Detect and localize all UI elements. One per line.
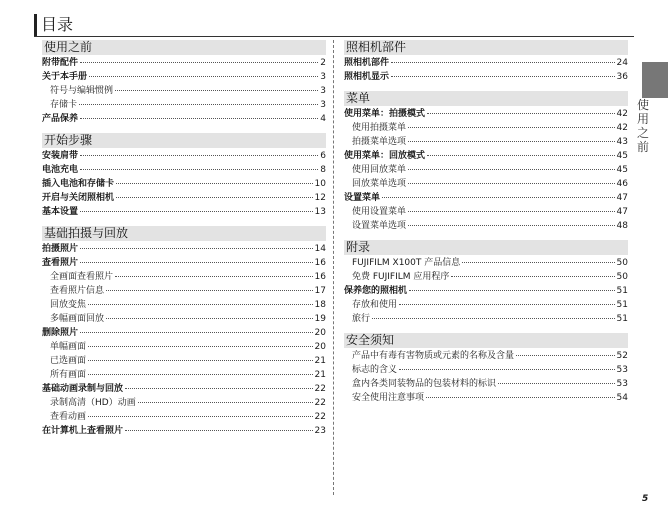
page-number: 5 — [642, 494, 649, 504]
dot-leader — [408, 225, 615, 226]
toc-entry-page: 23 — [314, 426, 326, 436]
toc-entry[interactable] — [42, 149, 326, 163]
dot-leader — [409, 290, 615, 291]
toc-entry-label: 存放和使用 — [352, 300, 398, 310]
toc-entry[interactable] — [344, 191, 628, 205]
toc-entry-page: 42 — [616, 109, 628, 119]
toc-entry-label: 所有画面 — [50, 370, 87, 380]
toc-entry[interactable] — [344, 135, 628, 149]
dot-leader — [138, 402, 313, 403]
dot-leader — [80, 169, 318, 170]
dot-leader — [115, 276, 313, 277]
chapter-tab-char: 用 — [636, 112, 649, 126]
toc-entry[interactable] — [344, 219, 628, 233]
dot-leader — [88, 346, 313, 347]
toc-entry[interactable] — [344, 298, 628, 312]
toc-entry[interactable] — [42, 112, 326, 126]
dot-leader — [115, 90, 318, 91]
toc-entry-page: 53 — [616, 379, 628, 389]
section-heading: 基础拍摄与回放 — [42, 226, 326, 241]
toc-entry[interactable] — [42, 326, 326, 340]
toc-entry-page: 43 — [616, 137, 628, 147]
toc-section — [344, 40, 628, 84]
toc-entry[interactable] — [344, 107, 628, 121]
chapter-tab-char: 使 — [636, 98, 649, 112]
toc-entry-page: 48 — [616, 221, 628, 231]
toc-entry-page: 16 — [314, 272, 326, 282]
toc-section — [344, 240, 628, 326]
dot-leader — [125, 430, 313, 431]
toc-entry-label: 免费 FUJIFILM 应用程序 — [352, 272, 450, 282]
dot-leader — [399, 304, 615, 305]
toc-entry-label: 使用菜单：拍摄模式 — [344, 109, 426, 119]
chapter-tab — [642, 62, 668, 98]
toc-entry-label: 盒内各类同装物品的包装材料的标识 — [352, 379, 497, 389]
toc-entry-page: 10 — [314, 179, 326, 189]
dot-leader — [516, 355, 615, 356]
toc-entry-label: 使用菜单：回放模式 — [344, 151, 426, 161]
toc-entry-label: 旅行 — [352, 314, 371, 324]
toc-entry[interactable] — [42, 270, 326, 284]
toc-entry-label: 基本设置 — [42, 207, 79, 217]
dot-leader — [80, 332, 313, 333]
toc-entry-label: 查看动画 — [50, 412, 87, 422]
dot-leader — [498, 383, 615, 384]
toc-entry[interactable] — [42, 382, 326, 396]
toc-entry[interactable] — [344, 284, 628, 298]
toc-entry[interactable] — [344, 270, 628, 284]
dot-leader — [408, 141, 615, 142]
toc-entry[interactable] — [42, 424, 326, 438]
toc-entry-page: 13 — [314, 207, 326, 217]
toc-entry[interactable] — [42, 177, 326, 191]
column-divider — [333, 40, 334, 495]
toc-entry-page: 4 — [320, 114, 326, 124]
toc-entry-page: 45 — [616, 151, 628, 161]
toc-entry-page: 22 — [314, 384, 326, 394]
toc-entry-page: 51 — [616, 300, 628, 310]
toc-entry-page: 21 — [314, 370, 326, 380]
toc-section — [344, 91, 628, 233]
dot-leader — [80, 62, 318, 63]
dot-leader — [89, 76, 318, 77]
toc-entry-label: 设置菜单 — [344, 193, 381, 203]
dot-leader — [391, 62, 615, 63]
toc-entry[interactable] — [344, 149, 628, 163]
toc-entry-label: 全画面查看照片 — [50, 272, 114, 282]
toc-entry-label: 安装肩带 — [42, 151, 79, 161]
toc-entry-label: 回放变焦 — [50, 300, 87, 310]
dot-leader — [426, 397, 615, 398]
toc-entry-label: 设置菜单选项 — [352, 221, 407, 231]
dot-leader — [462, 262, 614, 263]
toc-entry-page: 20 — [314, 342, 326, 352]
toc-entry[interactable] — [42, 410, 326, 424]
toc-entry[interactable] — [42, 98, 326, 112]
toc-entry-label: 已选画面 — [50, 356, 87, 366]
chapter-tab-char: 之 — [636, 126, 649, 140]
toc-section — [42, 133, 326, 219]
toc-entry-label: 删除照片 — [42, 328, 79, 338]
dot-leader — [427, 155, 615, 156]
toc-entry-label: 标志的含义 — [352, 365, 398, 375]
toc-entry-page: 50 — [616, 258, 628, 268]
toc-entry-label: 多幅画面回放 — [50, 314, 105, 324]
toc-entry-label: 符号与编辑惯例 — [50, 86, 114, 96]
dot-leader — [88, 304, 313, 305]
toc-entry-label: 关于本手册 — [42, 72, 88, 82]
toc-entry-page: 47 — [616, 207, 628, 217]
title-rule — [34, 36, 634, 37]
toc-entry-label: 照相机显示 — [344, 72, 390, 82]
toc-entry[interactable] — [344, 377, 628, 391]
toc-entry[interactable] — [344, 349, 628, 363]
section-heading: 使用之前 — [42, 40, 326, 55]
toc-entry[interactable] — [42, 368, 326, 382]
section-heading: 菜单 — [344, 91, 628, 106]
dot-leader — [80, 118, 318, 119]
dot-leader — [116, 197, 313, 198]
toc-entry-page: 3 — [320, 100, 326, 110]
toc-entry[interactable] — [344, 70, 628, 84]
toc-entry-label: 拍摄照片 — [42, 244, 79, 254]
toc-entry-label: 基础动画录制与回放 — [42, 384, 124, 394]
dot-leader — [79, 104, 318, 105]
toc-entry-label: 照相机部件 — [344, 58, 390, 68]
toc-entry[interactable] — [42, 84, 326, 98]
toc-entry[interactable] — [344, 391, 628, 405]
dot-leader — [88, 416, 313, 417]
toc-entry[interactable] — [42, 56, 326, 70]
toc-entry-page: 8 — [320, 165, 326, 175]
toc-entry-label: 开启与关闭照相机 — [42, 193, 115, 203]
toc-entry-label: 使用拍摄菜单 — [352, 123, 407, 133]
dot-leader — [408, 211, 615, 212]
toc-entry[interactable] — [344, 256, 628, 270]
toc-entry-page: 36 — [616, 72, 628, 82]
dot-leader — [408, 169, 615, 170]
toc-entry-page: 22 — [314, 412, 326, 422]
toc-entry-page: 3 — [320, 72, 326, 82]
toc-entry-label: 查看照片 — [42, 258, 79, 268]
dot-leader — [125, 388, 313, 389]
toc-entry[interactable] — [42, 163, 326, 177]
toc-entry[interactable] — [344, 163, 628, 177]
section-heading: 开始步骤 — [42, 133, 326, 148]
toc-entry[interactable] — [42, 298, 326, 312]
toc-entry[interactable] — [344, 205, 628, 219]
toc-entry-label: 保养您的照相机 — [344, 286, 408, 296]
toc-entry-page: 53 — [616, 365, 628, 375]
toc-entry-label: 拍摄菜单选项 — [352, 137, 407, 147]
toc-entry-label: 产品中有毒有害物质或元素的名称及含量 — [352, 351, 515, 361]
toc-entry-page: 2 — [320, 58, 326, 68]
toc-section — [344, 333, 628, 405]
dot-leader — [116, 183, 313, 184]
toc-entry-page: 42 — [616, 123, 628, 133]
toc-left-column — [42, 40, 326, 445]
dot-leader — [80, 155, 318, 156]
toc-entry-label: 插入电池和存储卡 — [42, 179, 115, 189]
toc-entry[interactable] — [42, 340, 326, 354]
dot-leader — [408, 127, 615, 128]
toc-entry[interactable] — [42, 312, 326, 326]
toc-entry-label: 录制高清（HD）动画 — [50, 398, 136, 408]
toc-entry-page: 22 — [314, 398, 326, 408]
toc-entry-page: 52 — [616, 351, 628, 361]
toc-entry[interactable] — [42, 256, 326, 270]
toc-section — [42, 40, 326, 126]
toc-entry-label: 使用设置菜单 — [352, 207, 407, 217]
toc-entry[interactable] — [42, 191, 326, 205]
toc-entry[interactable] — [344, 121, 628, 135]
toc-entry-page: 50 — [616, 272, 628, 282]
toc-entry[interactable] — [42, 70, 326, 84]
toc-entry[interactable] — [42, 354, 326, 368]
dot-leader — [80, 262, 313, 263]
toc-entry-page: 54 — [616, 393, 628, 403]
toc-entry[interactable] — [344, 363, 628, 377]
toc-entry-page: 20 — [314, 328, 326, 338]
dot-leader — [382, 197, 615, 198]
dot-leader — [427, 113, 615, 114]
toc-entry-label: 附带配件 — [42, 58, 79, 68]
toc-entry-label: 使用回放菜单 — [352, 165, 407, 175]
toc-entry[interactable] — [344, 312, 628, 326]
toc-entry-page: 21 — [314, 356, 326, 366]
toc-entry-page: 46 — [616, 179, 628, 189]
toc-entry-label: 安全使用注意事项 — [352, 393, 425, 403]
toc-section — [42, 226, 326, 438]
toc-entry-page: 45 — [616, 165, 628, 175]
dot-leader — [80, 248, 313, 249]
toc-entry-label: 电池充电 — [42, 165, 79, 175]
section-heading: 安全须知 — [344, 333, 628, 348]
dot-leader — [408, 183, 615, 184]
toc-entry-page: 14 — [314, 244, 326, 254]
toc-entry-label: 产品保养 — [42, 114, 79, 124]
section-heading: 附录 — [344, 240, 628, 255]
toc-entry-page: 24 — [616, 58, 628, 68]
toc-right-column — [344, 40, 628, 412]
toc-entry-page: 12 — [314, 193, 326, 203]
chapter-tab-char: 前 — [636, 140, 649, 154]
toc-entry[interactable] — [42, 396, 326, 410]
toc-entry-page: 16 — [314, 258, 326, 268]
toc-entry-label: 存储卡 — [50, 100, 78, 110]
toc-entry[interactable] — [344, 177, 628, 191]
dot-leader — [88, 360, 313, 361]
page-title: 目录 — [34, 14, 73, 36]
toc-entry-page: 51 — [616, 314, 628, 324]
toc-entry-label: FUJIFILM X100T 产品信息 — [352, 258, 461, 268]
dot-leader — [451, 276, 614, 277]
toc-entry-page: 51 — [616, 286, 628, 296]
toc-entry[interactable] — [42, 284, 326, 298]
toc-entry-page: 47 — [616, 193, 628, 203]
dot-leader — [372, 318, 615, 319]
toc-entry-label: 在计算机上查看照片 — [42, 426, 124, 436]
toc-entry-label: 单幅画面 — [50, 342, 87, 352]
dot-leader — [106, 290, 313, 291]
toc-entry-page: 18 — [314, 300, 326, 310]
toc-entry[interactable] — [42, 205, 326, 219]
toc-entry-label: 回放菜单选项 — [352, 179, 407, 189]
toc-entry-page: 17 — [314, 286, 326, 296]
section-heading: 照相机部件 — [344, 40, 628, 55]
dot-leader — [106, 318, 313, 319]
toc-entry-page: 6 — [320, 151, 326, 161]
toc-entry[interactable] — [344, 56, 628, 70]
dot-leader — [88, 374, 313, 375]
dot-leader — [399, 369, 615, 370]
toc-entry[interactable] — [42, 242, 326, 256]
toc-entry-label: 查看照片信息 — [50, 286, 105, 296]
toc-entry-page: 3 — [320, 86, 326, 96]
dot-leader — [80, 211, 313, 212]
dot-leader — [391, 76, 615, 77]
toc-entry-page: 19 — [314, 314, 326, 324]
chapter-tab-label — [636, 98, 650, 154]
